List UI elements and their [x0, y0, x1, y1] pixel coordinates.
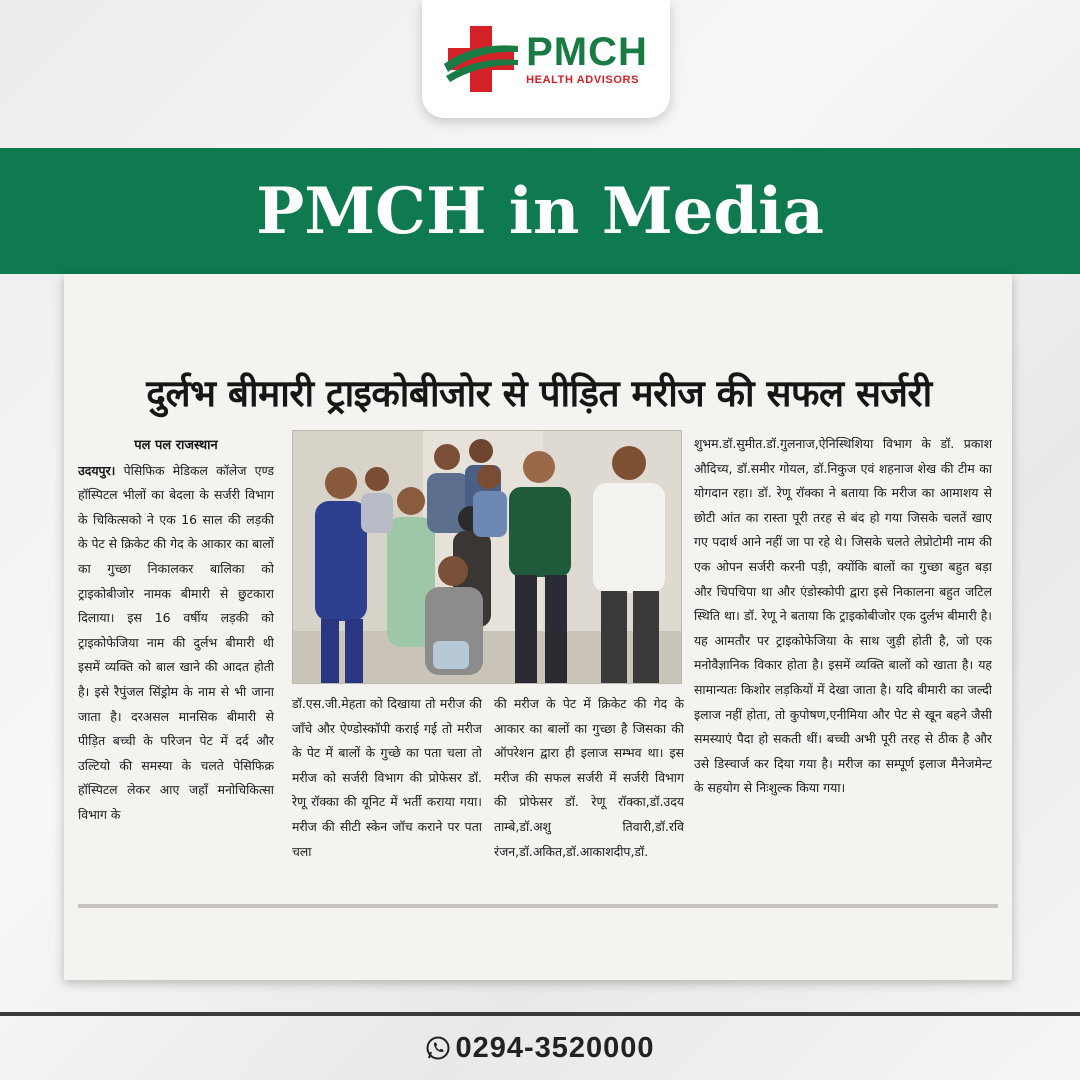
article-column-2 — [292, 692, 482, 888]
newspaper-clipping — [64, 274, 1012, 980]
phone-number[interactable]: 0294-3520000 — [455, 1031, 655, 1064]
banner-title: PMCH in Media — [256, 173, 824, 249]
article-column-3 — [494, 692, 684, 888]
logo-card — [422, 0, 670, 118]
group-photo-illustration — [293, 431, 682, 684]
column-3-text: की मरीज के पेट में क्रिकेट की गेद के आकार का बालों का गुच्छा है जिसका की ऑपरेशन द्वारा ही इलाज सम्भव था। इस मरीज की सफल सर्जरी में सर्जरी विभाग की प्रोफेसर डॉ. रेणू रॉक्का,डॉ.उदय ताम्बे,डॉ.अशु तिवारी,डॉ.रवि रंजन,डॉ.अकित,डॉ.आकाशदीप,डॉ. — [494, 696, 684, 859]
column-1-text: पेसिफिक मेडिकल कॉलेज एण्ड हॉस्पिटल भीलों का बेदला के सर्जरी विभाग के चिकित्सको ने एक 16 साल की लड़की के पेट से क्रिकेट की गेद के आकार का बालों का गुच्छा निकालकर बालिका को ट्राइकोबीजोर नामक बीमारी से छुटकारा दिलाया। इस 16 वर्षीय लड़की को ट्राइकोफेजिया नाम की दुर्लभ बीमारी थी इसमें व्यक्ति को बाल खाने की आदत होती है। इसे रैपुंजल सिंड्रोम के नाम से भी जाना जाता है। दरअसल मानसिक बीमारी से पीड़ित बच्ची के परिजन पेट में दर्द और उल्टियो की समस्या के चलते पेसिफिक्र हॉस्पिटल लेकर आए जहाँ मनोचिकित्सा विभाग के — [78, 462, 274, 822]
column-2-text: डॉ.एस.जी.मेहता को दिखाया तो मरीज की जाँचे और ऐण्डोस्कॉपी कराई गई तो मरीज के पेट में बालों के गुच्छे का पता चला तो मरीज को सर्जरी विभाग की प्रोफेसर डॉ. रेणू रॉक्का की यूनिट में भर्ती कराया गया। मरीज की सीटी स्केन जॉच कराने पर पता चला — [292, 696, 482, 859]
brand-name: PMCH — [526, 30, 648, 74]
article-photo — [292, 430, 682, 684]
person-man-back-left — [361, 467, 393, 533]
article-column-4 — [694, 432, 992, 888]
title-banner — [0, 148, 1080, 274]
pmch-cross-logo-icon — [444, 24, 518, 94]
article-headline: दुर्लभ बीमारी ट्राइकोबीजोर से पीड़ित मरीज की सफल सर्जरी — [146, 372, 932, 415]
article-dateline: उदयपुर। — [78, 462, 116, 478]
article-source: पल पल राजस्थान — [134, 438, 218, 453]
logo-text — [526, 32, 648, 86]
clipping-bottom-rule — [78, 904, 998, 908]
phone-whatsapp-icon — [425, 1035, 451, 1061]
brand-tagline: HEALTH ADVISORS — [526, 74, 640, 86]
footer-phone — [0, 1026, 1080, 1070]
footer-divider — [0, 1012, 1080, 1016]
article-column-1 — [78, 434, 274, 886]
column-4-text: शुभम.डॉ.सुमीत.डॉ.गुलनाज,ऐनिस्थिशिया विभाग के डॉ. प्रकाश औदिच्य, डॉ.समीर गोयल, डॉ.निकुज एवं शहनाज शेख की टीम का योगदान रहा। डॉ. रेणू रॉक्का ने बताया कि मरीज का आमाशय से छोटी आंत का रास्ता पूरी तरह से बंद हो गया जिसके चलतें खाए गए पदार्थ आने नहीं जा पा रहे थे। जिसके चलते लेप्रोटोमी नाम की एक ओपन सर्जरी करनी पड़ी, क्योंकि बालों का गुच्छा बहुत बड़ा और चिपचिपा था और एंडोस्कोपी द्वारा इसे निकालना बहुत जटिल स्थिति था। डॉ. रेणू ने बताया कि ट्राइकोबीजोर एक दुर्लभ बीमारी है। यह आमतौर पर ट्राइकोफेजिया के साथ जुड़ी होती है, जो एक मनोवैज्ञानिक विकार होता है। इसमें व्यक्ति बालों को खाता है। यह सामान्यतः किशोर लड़कियों में देखा जाता है। यदि बीमारी का जल्दी इलाज नहीं होता, तो कुपोषण,एनीमिया और पेट से खून बहने जैसी समस्याएं पैदा हो सकती थीं। बच्ची अभी पूरी तरह से ठीक है और उसे डिस्चार्ज कर दिया गया है। मरीज का सम्पूर्ण इलाज मैनेजमेन्ट के सहयोग से निःशुल्क किया गया। — [694, 436, 992, 796]
